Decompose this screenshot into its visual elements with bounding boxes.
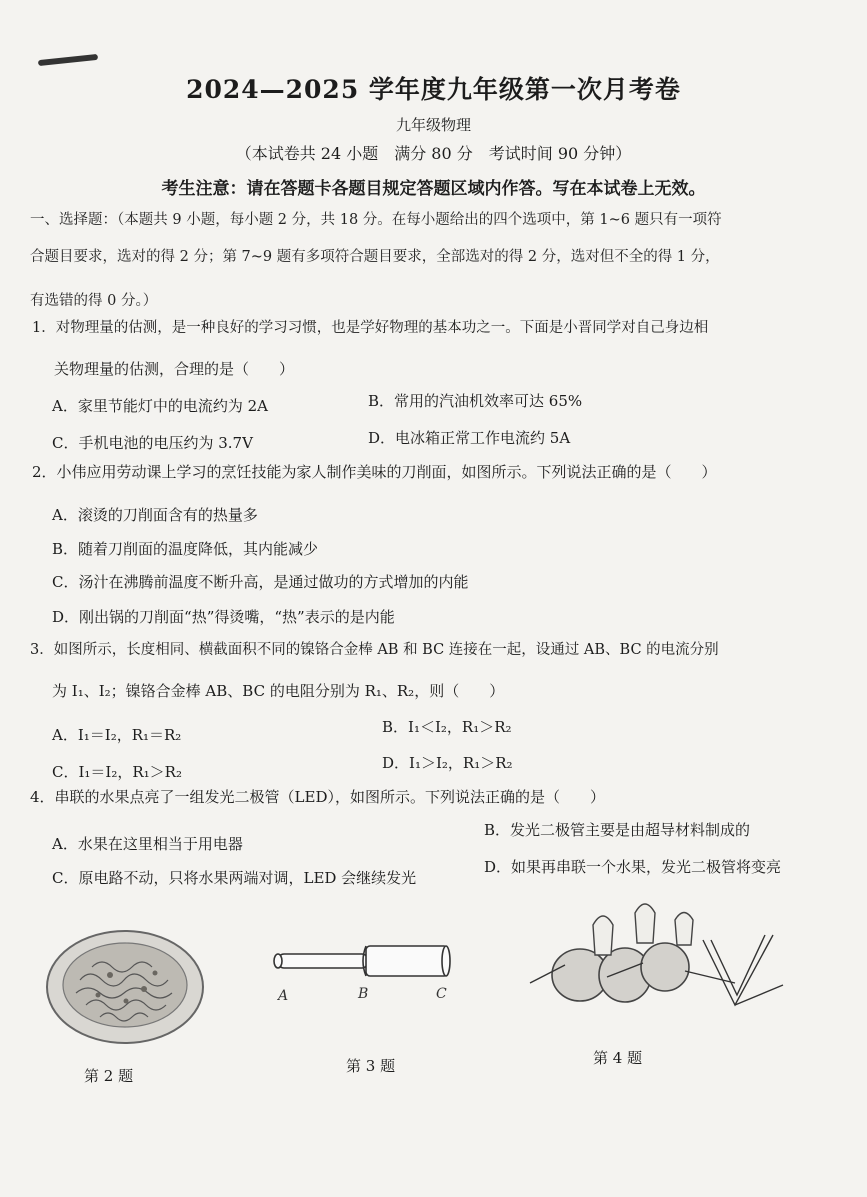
figure-4-caption: 第 4 题 xyxy=(593,1049,643,1067)
q1-stem-line-2: 关物理量的估测，合理的是（ ） xyxy=(54,360,295,378)
q4-option-c: C．原电路不动，只将水果两端对调，LED 会继续发光 xyxy=(52,869,417,887)
noodle-bowl-figure xyxy=(40,925,210,1050)
rod-label-c: C xyxy=(436,986,447,1002)
q3-stem-line-2: 为 I₁、I₂；镍铬合金棒 AB、BC 的电阻分别为 R₁、R₂，则（ ） xyxy=(52,682,505,700)
exam-notice: 考生注意：请在答题卡各题目规定答题区域内作答。写在本试卷上无效。 xyxy=(161,179,706,199)
fruit-battery-figure xyxy=(525,895,785,1025)
q1-option-c: C．手机电池的电压约为 3.7V xyxy=(52,434,253,452)
q1-stem-line-1: 1．对物理量的估测，是一种良好的学习习惯，也是学好物理的基本功之一。下面是小晋同学对自己身边相 xyxy=(32,320,709,336)
q2-option-a: A．滚烫的刀削面含有的热量多 xyxy=(52,506,258,524)
section-instructions-line-3: 有选错的得 0 分。） xyxy=(30,293,158,309)
q3-option-a: A．I₁＝I₂，R₁＝R₂ xyxy=(52,726,182,744)
exam-subject: 九年级物理 xyxy=(395,116,471,134)
q4-option-b: B．发光二极管主要是由超导材料制成的 xyxy=(484,821,751,839)
rod-label-b: B xyxy=(358,986,369,1002)
section-instructions-line-2: 合题目要求，选对的得 2 分；第 7~9 题有多项符合题目要求，全部选对的得 2 分，选对但不全的得 1 分， xyxy=(30,249,720,265)
exam-info: （本试卷共 24 小题 满分 80 分 考试时间 90 分钟） xyxy=(235,144,632,163)
figure-2-caption: 第 2 题 xyxy=(84,1067,134,1085)
q2-option-c: C．汤汁在沸腾前温度不断升高，是通过做功的方式增加的内能 xyxy=(52,573,469,591)
q1-option-b: B．常用的汽油机效率可达 65% xyxy=(368,392,583,410)
q1-option-d: D．电冰箱正常工作电流约 5A xyxy=(368,429,571,447)
alloy-rods-figure xyxy=(268,938,458,1008)
q2-option-b: B．随着刀削面的温度降低，其内能减少 xyxy=(52,540,319,558)
q4-option-a: A．水果在这里相当于用电器 xyxy=(52,835,243,853)
q3-option-d: D．I₁＞I₂，R₁＞R₂ xyxy=(382,754,513,772)
q1-option-a: A．家里节能灯中的电流约为 2A xyxy=(52,397,268,415)
q2-stem: 2．小伟应用劳动课上学习的烹饪技能为家人制作美味的刀削面，如图所示。下列说法正确的是（ ） xyxy=(32,463,717,481)
q2-option-d: D．刚出锅的刀削面“热”得烫嘴，“热”表示的是内能 xyxy=(52,608,395,626)
q3-option-b: B．I₁＜I₂，R₁＞R₂ xyxy=(382,718,512,736)
q3-option-c: C．I₁＝I₂，R₁＞R₂ xyxy=(52,763,182,781)
q4-option-d: D．如果再串联一个水果，发光二极管将变亮 xyxy=(484,858,782,876)
section-instructions-line-1: 一、选择题：（本题共 9 小题，每小题 2 分，共 18 分。在每小题给出的四个选项中，第 1~6 题只有一项符 xyxy=(30,212,722,228)
exam-title: 2024—2025 学年度九年级第一次月考卷 xyxy=(186,75,681,104)
figure-3-caption: 第 3 题 xyxy=(346,1057,396,1075)
rod-label-a: A xyxy=(278,988,289,1004)
q4-stem: 4．串联的水果点亮了一组发光二极管（LED），如图所示。下列说法正确的是（ ） xyxy=(30,788,605,806)
q3-stem-line-1: 3．如图所示，长度相同、横截面积不同的镍铬合金棒 AB 和 BC 连接在一起，设通过 AB、BC 的电流分别 xyxy=(30,642,719,658)
pen-mark xyxy=(38,54,98,66)
